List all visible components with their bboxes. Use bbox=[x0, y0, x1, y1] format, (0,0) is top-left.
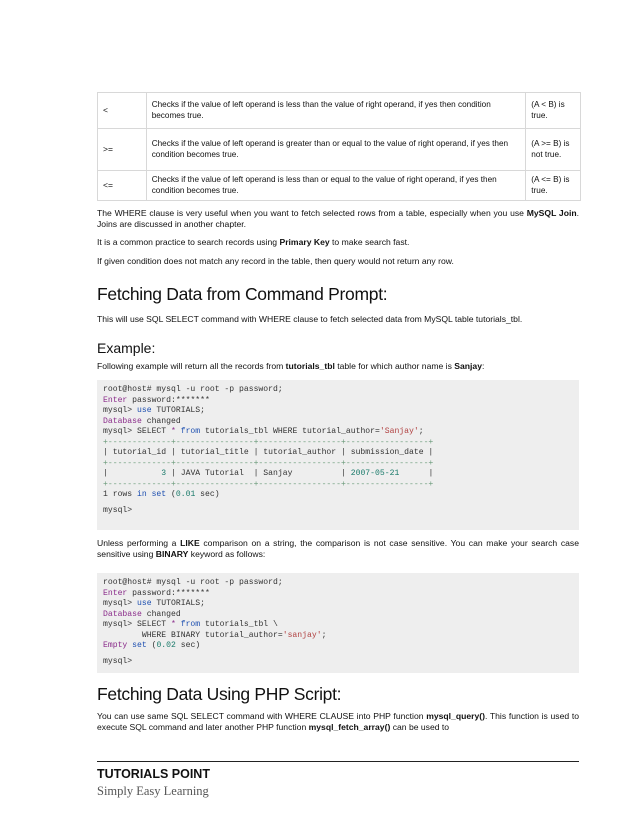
operators-table bbox=[97, 92, 581, 201]
code-text: from bbox=[175, 427, 201, 436]
code-text: TUTORIALS; bbox=[151, 599, 206, 608]
mysql-join-term: MySQL Join bbox=[526, 208, 577, 218]
code-text: ( bbox=[166, 490, 176, 499]
text-span: comparison on a string, the comparison is not case sensitive. You can make your search case sensitive using bbox=[97, 538, 579, 560]
text-span: to make search fast. bbox=[329, 237, 410, 247]
code-text: ; bbox=[321, 630, 327, 640]
description-cell: Checks if the value of left operand is greater than or equal to the value of right operand, if yes then condition becomes true. bbox=[146, 129, 526, 171]
code-line: +-------------+----------------+-----------------+-----------------+ bbox=[103, 458, 434, 468]
code-text: Enter bbox=[103, 395, 128, 405]
code-text: * bbox=[171, 620, 176, 629]
code-text: ; bbox=[418, 427, 424, 436]
code-line: +-------------+----------------+-----------------+-----------------+ bbox=[103, 479, 434, 489]
code-block-select bbox=[97, 380, 579, 530]
code-text: Enter bbox=[103, 588, 128, 598]
code-text: from bbox=[175, 620, 201, 629]
code-line bbox=[103, 620, 573, 631]
code-text: mysql> SELECT bbox=[103, 620, 171, 629]
table-row bbox=[98, 171, 581, 201]
code-text: mysql> bbox=[103, 406, 137, 415]
code-line bbox=[103, 469, 573, 480]
like-term: LIKE bbox=[180, 538, 200, 548]
example-cell: (A <= B) is true. bbox=[526, 171, 581, 201]
code-line bbox=[103, 631, 573, 642]
author-name-term: Sanjay bbox=[454, 361, 482, 371]
code-text: root@host# mysql -u root -p password; bbox=[103, 578, 283, 587]
text-span: . Joins are discussed in another chapter. bbox=[97, 208, 579, 230]
section-heading-php-script: Fetching Data Using PHP Script: bbox=[97, 684, 342, 704]
table-row bbox=[98, 93, 581, 129]
code-line bbox=[103, 641, 573, 652]
code-text: mysql> bbox=[103, 599, 137, 608]
code-text: set bbox=[127, 641, 147, 650]
code-line bbox=[103, 396, 573, 407]
text-span: . This function is used to execute SQL command and later another PHP function bbox=[97, 711, 579, 733]
footer-brand: TUTORIALS POINT bbox=[97, 767, 210, 781]
command-prompt-paragraph: This will use SQL SELECT command with WHERE clause to fetch selected data from MySQL table tutorials_tbl. bbox=[97, 314, 523, 324]
no-match-paragraph: If given condition does not match any record in the table, then query would not return any row. bbox=[97, 256, 454, 266]
where-clause-paragraph bbox=[97, 208, 579, 230]
like-paragraph bbox=[97, 538, 579, 560]
code-text: password:******* bbox=[127, 588, 210, 598]
code-line bbox=[103, 589, 573, 600]
code-text: | bbox=[399, 469, 434, 478]
code-text: Empty bbox=[103, 641, 128, 650]
code-line bbox=[103, 610, 573, 621]
code-text: 'sanjay' bbox=[282, 630, 322, 640]
operator-cell: >= bbox=[98, 129, 147, 171]
code-text: | bbox=[103, 469, 162, 478]
example-heading: Example: bbox=[97, 340, 156, 356]
example-cell: (A < B) is true. bbox=[526, 93, 581, 129]
example-paragraph bbox=[97, 361, 579, 372]
code-text: set bbox=[146, 490, 167, 499]
text-span: It is a common practice to search records using bbox=[97, 237, 280, 247]
code-line bbox=[103, 406, 573, 417]
code-text: root@host# mysql -u root -p password; bbox=[103, 385, 283, 394]
code-line bbox=[103, 599, 573, 610]
code-text: changed bbox=[141, 609, 181, 619]
text-span: keyword as follows: bbox=[188, 549, 266, 560]
code-text: use bbox=[137, 599, 152, 608]
code-line bbox=[103, 385, 573, 396]
operator-cell: < bbox=[98, 93, 147, 129]
code-text: in bbox=[137, 490, 147, 499]
code-text: 1 rows bbox=[103, 490, 137, 499]
text-span: The WHERE clause is very useful when you want to fetch selected rows from a table, especially when you use bbox=[97, 208, 527, 218]
code-text: password:******* bbox=[127, 395, 210, 405]
footer-divider bbox=[97, 761, 579, 762]
code-text: use bbox=[137, 406, 152, 415]
binary-term: BINARY bbox=[155, 549, 189, 560]
code-line bbox=[103, 427, 573, 438]
code-text: Database bbox=[103, 609, 142, 619]
code-text: tutorials_tbl WHERE tutorial_author= bbox=[200, 427, 380, 436]
text-span: Following example will return all the records from bbox=[97, 361, 286, 371]
section-heading-command-prompt: Fetching Data from Command Prompt: bbox=[97, 284, 388, 304]
text-span: table for which author name is bbox=[334, 361, 455, 371]
table-row bbox=[98, 129, 581, 171]
code-text: mysql> SELECT bbox=[103, 427, 171, 436]
code-text: * bbox=[171, 427, 176, 436]
operator-cell: <= bbox=[98, 171, 147, 201]
mysql-query-term: mysql_query() bbox=[426, 711, 485, 721]
code-line: mysql> bbox=[103, 505, 133, 515]
text-span: Unless performing a bbox=[97, 538, 181, 548]
code-text: ( bbox=[146, 641, 157, 650]
code-text: TUTORIALS; bbox=[151, 406, 206, 415]
code-block-binary bbox=[97, 573, 579, 673]
code-text: 3 bbox=[161, 469, 167, 478]
text-span: : bbox=[481, 361, 485, 371]
code-text: sec) bbox=[175, 641, 201, 650]
code-text: changed bbox=[141, 416, 181, 426]
description-cell: Checks if the value of left operand is less than or equal to the value of right operand, if yes then condition becomes true. bbox=[146, 171, 526, 201]
code-line bbox=[103, 417, 573, 428]
code-text: sec) bbox=[195, 490, 220, 499]
code-line: mysql> bbox=[103, 656, 133, 666]
code-text: 0.01 bbox=[175, 490, 196, 499]
text-span: You can use same SQL SELECT command with WHERE CLAUSE into PHP function bbox=[97, 711, 427, 721]
code-line: +-------------+----------------+-----------------+-----------------+ bbox=[103, 437, 434, 447]
code-text: 2007-05-21 bbox=[350, 469, 400, 478]
php-paragraph bbox=[97, 711, 579, 733]
table-name-term: tutorials_tbl bbox=[285, 361, 335, 371]
text-span: can be used to bbox=[390, 722, 450, 733]
code-line bbox=[103, 490, 573, 501]
footer-tagline: Simply Easy Learning bbox=[97, 784, 209, 798]
code-text: tutorials_tbl \ bbox=[200, 620, 278, 629]
code-text: | JAVA Tutorial | Sanjay | bbox=[166, 469, 351, 478]
primary-key-paragraph bbox=[97, 237, 579, 248]
example-cell: (A >= B) is not true. bbox=[526, 129, 581, 171]
code-line: | tutorial_id | tutorial_title | tutorial_author | submission_date | bbox=[103, 448, 434, 457]
mysql-fetch-array-term: mysql_fetch_array() bbox=[308, 722, 391, 733]
description-cell: Checks if the value of left operand is less than the value of right operand, if yes then condition becomes true. bbox=[146, 93, 526, 129]
primary-key-term: Primary Key bbox=[279, 237, 330, 247]
code-text: 'Sanjay' bbox=[379, 427, 419, 436]
code-line bbox=[103, 578, 573, 589]
code-text: Database bbox=[103, 416, 142, 426]
code-text: 0.02 bbox=[156, 641, 176, 650]
code-text: WHERE BINARY tutorial_author= bbox=[103, 630, 283, 640]
